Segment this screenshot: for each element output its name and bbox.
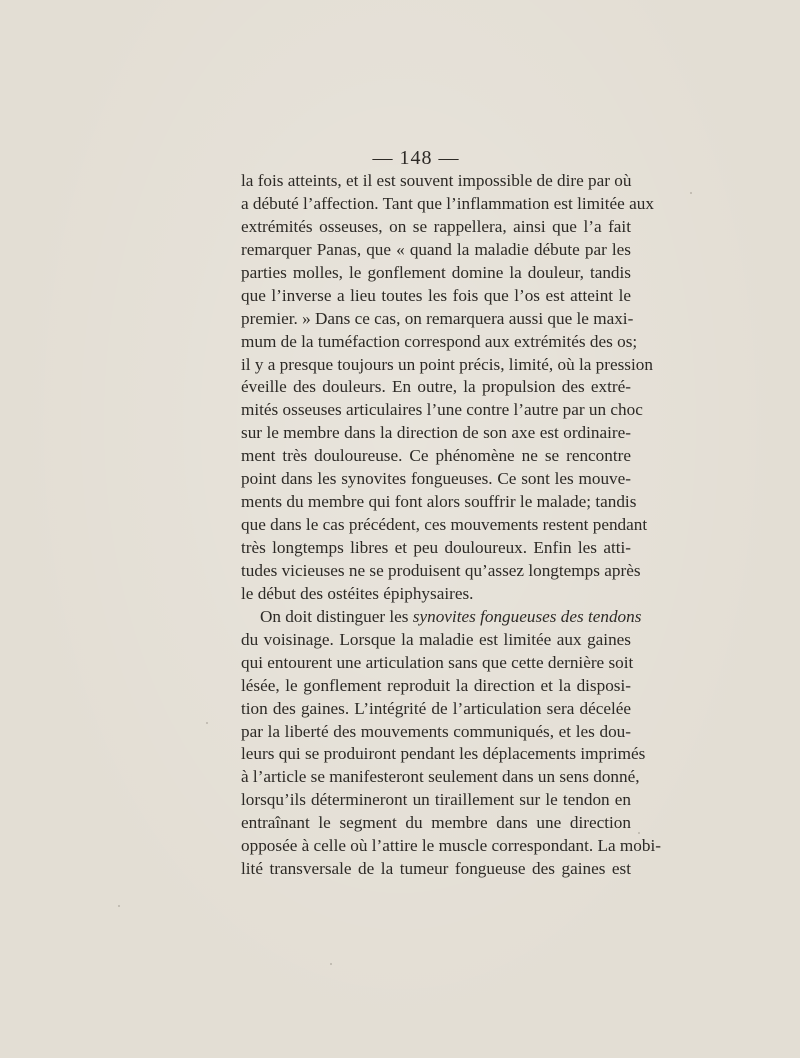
text-line: éveille des douleurs. En outre, la propulsion des extré- [241,377,631,397]
text-line: remarquer Panas, que « quand la maladie débute par les [241,239,631,259]
text-line: tudes vicieuses ne se produisent qu’assez longtemps après [241,560,641,580]
paper-speck [690,192,692,194]
paragraph-start-line [241,606,642,629]
paper-speck [638,832,640,834]
text-line: extrémités osseuses, on se rappellera, ainsi que l’a fait [241,216,631,236]
text-line: que l’inverse a lieu toutes les fois que l’os est atteint le [241,285,631,305]
text-fragment: On doit distinguer les [260,606,413,626]
text-line: très longtemps libres et peu douloureux. Enfin les atti- [241,538,631,557]
text-line: la fois atteints, et il est souvent impossible de dire par où [241,171,632,190]
text-line: qui entourent une articulation sans que cette dernière soit [241,652,634,672]
text-line: opposée à celle où l’attire le muscle correspondant. La mobi- [241,836,661,856]
text-line: du voisinage. Lorsque la maladie est limitée aux gaines [241,629,631,649]
text-line: parties molles, le gonflement domine la douleur, tandis [241,262,631,282]
text-line: entraînant le segment du membre dans une direction [241,813,631,833]
body-text [241,170,661,881]
text-line: lésée, le gonflement reproduit la direction et la disposi- [241,675,631,695]
paper-speck [118,905,120,907]
text-line: que dans le cas précédent, ces mouvements restent pendant [241,515,648,535]
text-line: à l’article se manifesteront seulement dans un sens donné, [241,767,640,787]
text-line: premier. » Dans ce cas, on remarquera aussi que le maxi- [241,308,634,328]
paper-speck [330,963,332,965]
page-number: — 148 — [372,147,460,169]
text-line: leurs qui se produiront pendant les déplacements imprimés [241,744,646,764]
text-line: ment très douloureuse. Ce phénomène ne se rencontre [241,446,631,466]
text-line: mités osseuses articulaires l’une contre l’autre par un choc [241,400,643,420]
text-line: par la liberté des mouvements communiqués, et les dou- [241,721,631,741]
text-line: mum de la tuméfaction correspond aux extrémités des os; [241,331,638,351]
text-line: a débuté l’affection. Tant que l’inflammation est limitée aux [241,193,654,213]
text-line: lorsqu’ils détermineront un tiraillement sur le tendon en [241,790,631,810]
text-line: lité transversale de la tumeur fongueuse des gaines est [241,859,631,879]
text-line: le début des ostéites épiphysaires. [241,583,474,603]
text-line: sur le membre dans la direction de son axe est ordinaire- [241,423,631,443]
text-line: il y a presque toujours un point précis, limité, où la pression [241,354,653,374]
paper-speck [206,722,208,724]
text-line: ments du membre qui font alors souffrir le malade; tandis [241,492,637,512]
text-line: tion des gaines. L’intégrité de l’articulation sera décelée [241,698,631,718]
text-line: point dans les synovites fongueuses. Ce sont les mouve- [241,469,631,489]
italic-term: synovites fongueuses des tendons [412,606,642,626]
